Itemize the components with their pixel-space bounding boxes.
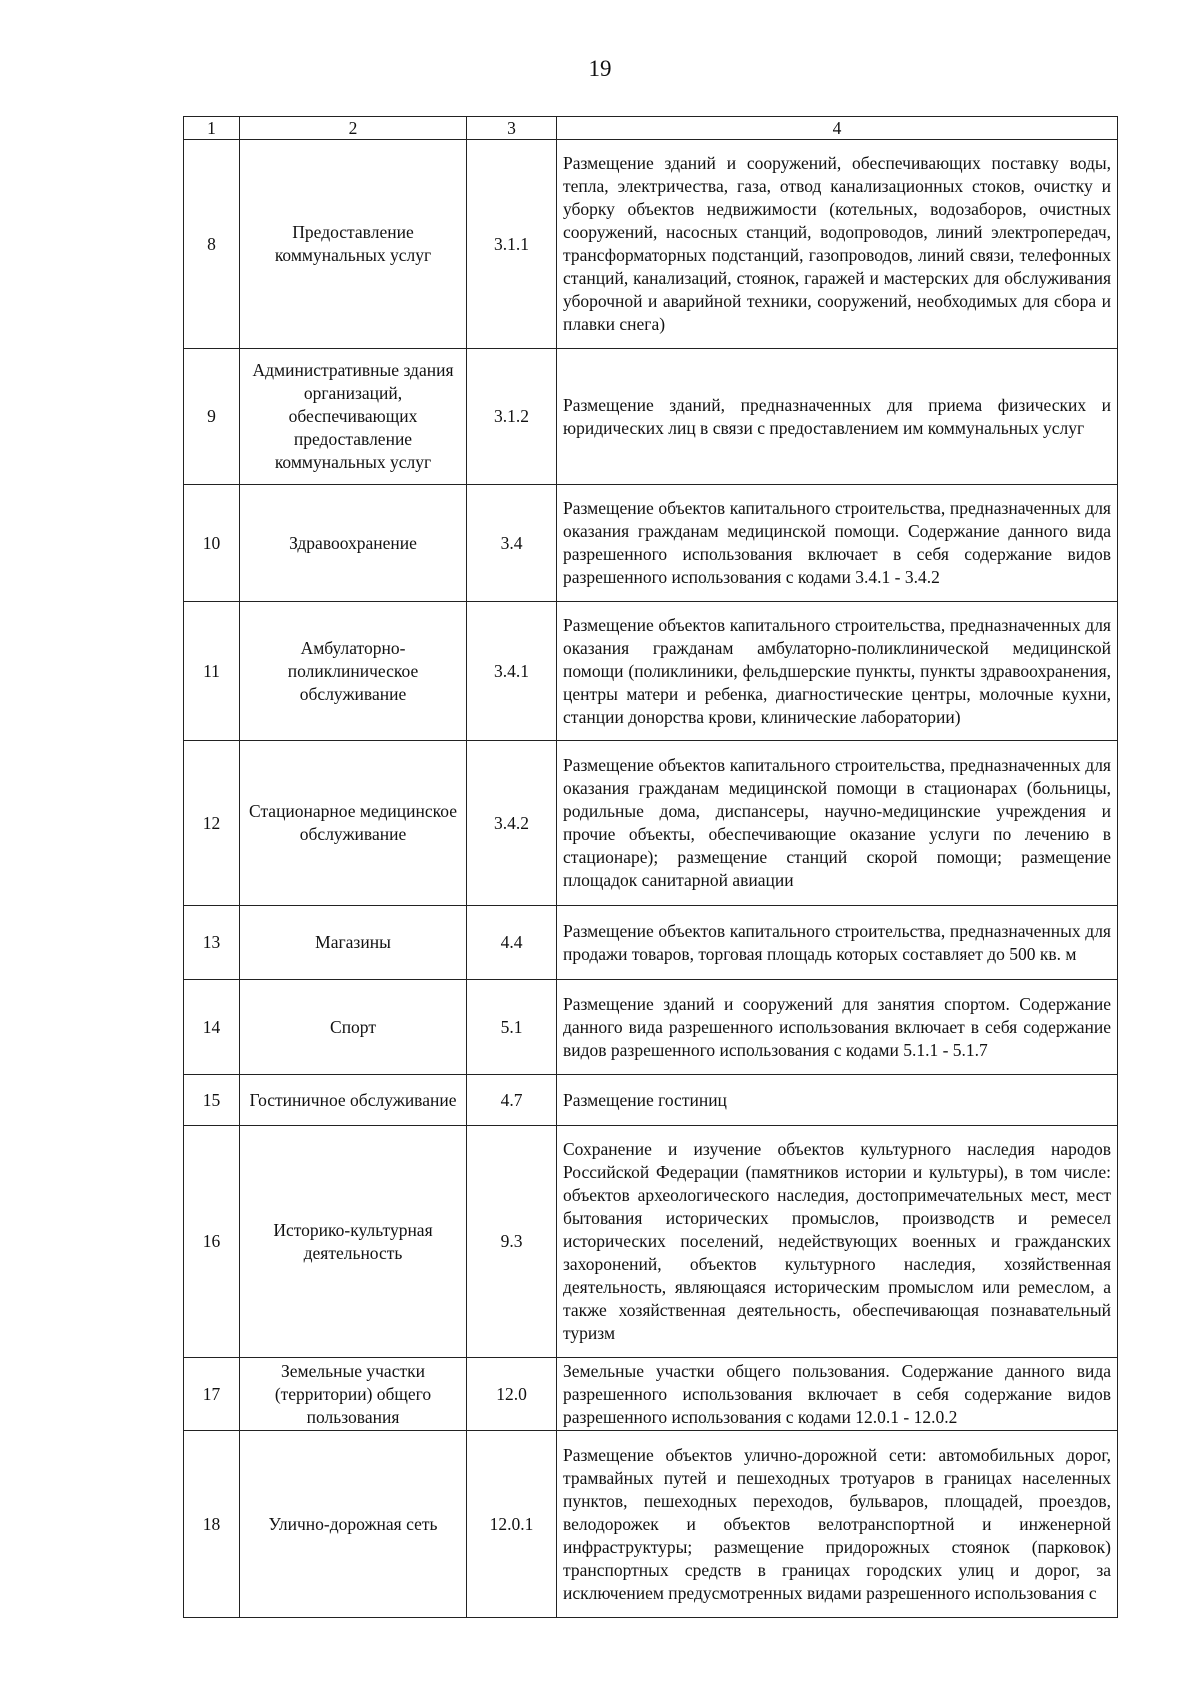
row-number: 18: [184, 1431, 240, 1618]
use-type-name: Улично-дорожная сеть: [240, 1431, 467, 1618]
table-row: [184, 741, 1118, 906]
use-type-name: Здравоохранение: [240, 485, 467, 602]
use-type-name: Историко-культурная деятельность: [240, 1126, 467, 1358]
column-header-4: 4: [557, 117, 1118, 140]
table-row: [184, 140, 1118, 349]
column-header-2: 2: [240, 117, 467, 140]
use-type-code: 12.0: [467, 1358, 557, 1431]
row-number: 16: [184, 1126, 240, 1358]
use-type-description: Размещение зданий и сооружений, обеспечивающих поставку воды, тепла, электричества, газа, отвод канализационных стоков, очистку и уборку объектов недвижимости (котельных, водозаборов, очистных сооружений, насосных станций, водопроводов, линий электропередач, трансформаторных подстанций, газопроводов, линий связи, телефонных станций, канализаций, стоянок, гаражей и мастерских для обслуживания уборочной и аварийной техники, сооружений, необходимых для сбора и плавки снега): [557, 140, 1118, 349]
row-number: 12: [184, 741, 240, 906]
use-type-description: Размещение зданий, предназначенных для приема физических и юридических лиц в связи с предоставлением им коммунальных услуг: [557, 349, 1118, 485]
use-type-code: 4.7: [467, 1075, 557, 1126]
use-type-description: Земельные участки общего пользования. Содержание данного вида разрешенного использования включает в себя содержание видов разрешенного использования с кодами 12.0.1 - 12.0.2: [557, 1358, 1118, 1431]
use-type-code: 3.4.1: [467, 602, 557, 741]
use-type-name: Земельные участки (территории) общего пользования: [240, 1358, 467, 1431]
land-use-table: [183, 116, 1118, 1618]
use-type-code: 5.1: [467, 980, 557, 1075]
use-type-code: 3.4.2: [467, 741, 557, 906]
use-type-code: 3.4: [467, 485, 557, 602]
column-header-1: 1: [184, 117, 240, 140]
use-type-name: Предоставление коммунальных услуг: [240, 140, 467, 349]
table-row: [184, 349, 1118, 485]
use-type-name: Стационарное медицинское обслуживание: [240, 741, 467, 906]
use-type-name: Магазины: [240, 906, 467, 980]
table-row: [184, 1431, 1118, 1618]
row-number: 9: [184, 349, 240, 485]
table-row: [184, 906, 1118, 980]
table-row: [184, 485, 1118, 602]
use-type-code: 12.0.1: [467, 1431, 557, 1618]
row-number: 14: [184, 980, 240, 1075]
page-number: 19: [588, 56, 612, 81]
use-type-name: Спорт: [240, 980, 467, 1075]
row-number: 15: [184, 1075, 240, 1126]
use-type-description: Размещение объектов капитального строительства, предназначенных для оказания гражданам медицинской помощи. Содержание данного вида разрешенного использования включает в себя содержание видов разрешенного использования с кодами 3.4.1 - 3.4.2: [557, 485, 1118, 602]
row-number: 17: [184, 1358, 240, 1431]
table-row: [184, 602, 1118, 741]
use-type-description: Сохранение и изучение объектов культурного наследия народов Российской Федерации (памятников истории и культуры), в том числе: объектов археологического наследия, достопримечательных мест, мест бытования исторических промыслов, производств и ремесел исторических поселений, недействующих военных и гражданских захоронений, объектов культурного наследия, хозяйственная деятельность, являющаяся историческим промыслом или ремеслом, а также хозяйственная деятельность, обеспечивающая познавательный туризм: [557, 1126, 1118, 1358]
use-type-code: 3.1.2: [467, 349, 557, 485]
row-number: 11: [184, 602, 240, 741]
use-type-description: Размещение объектов капитального строительства, предназначенных для оказания гражданам медицинской помощи в стационарах (больницы, родильные дома, диспансеры, научно-медицинские учреждения и прочие объекты, обеспечивающие оказание услуги по лечению в стационаре); размещение станций скорой помощи; размещение площадок санитарной авиации: [557, 741, 1118, 906]
table-row: [184, 1126, 1118, 1358]
use-type-description: Размещение объектов капитального строительства, предназначенных для оказания гражданам амбулаторно-поликлинической медицинской помощи (поликлиники, фельдшерские пункты, пункты здравоохранения, центры матери и ребенка, диагностические центры, молочные кухни, станции донорства крови, клинические лаборатории): [557, 602, 1118, 741]
column-header-3: 3: [467, 117, 557, 140]
use-type-name: Гостиничное обслуживание: [240, 1075, 467, 1126]
row-number: 10: [184, 485, 240, 602]
table-row: [184, 1358, 1118, 1431]
use-type-code: 9.3: [467, 1126, 557, 1358]
table-header-row: [184, 117, 1118, 140]
use-type-name: Административные здания организаций, обеспечивающих предоставление коммунальных услуг: [240, 349, 467, 485]
row-number: 8: [184, 140, 240, 349]
use-type-description: Размещение гостиниц: [557, 1075, 1118, 1126]
row-number: 13: [184, 906, 240, 980]
use-type-description: Размещение объектов капитального строительства, предназначенных для продажи товаров, торговая площадь которых составляет до 500 кв. м: [557, 906, 1118, 980]
use-type-name: Амбулаторно-поликлиническое обслуживание: [240, 602, 467, 741]
use-type-code: 4.4: [467, 906, 557, 980]
table-row: [184, 980, 1118, 1075]
use-type-description: Размещение объектов улично-дорожной сети: автомобильных дорог, трамвайных путей и пешеходных тротуаров в границах населенных пунктов, пешеходных переходов, бульваров, площадей, проездов, велодорожек и объектов велотранспортной и инженерной инфраструктуры; размещение придорожных стоянок (парковок) транспортных средств в границах городских улиц и дорог, за исключением предусмотренных видами разрешенного использования с: [557, 1431, 1118, 1618]
use-type-description: Размещение зданий и сооружений для занятия спортом. Содержание данного вида разрешенного использования включает в себя содержание видов разрешенного использования с кодами 5.1.1 - 5.1.7: [557, 980, 1118, 1075]
use-type-code: 3.1.1: [467, 140, 557, 349]
table-row: [184, 1075, 1118, 1126]
